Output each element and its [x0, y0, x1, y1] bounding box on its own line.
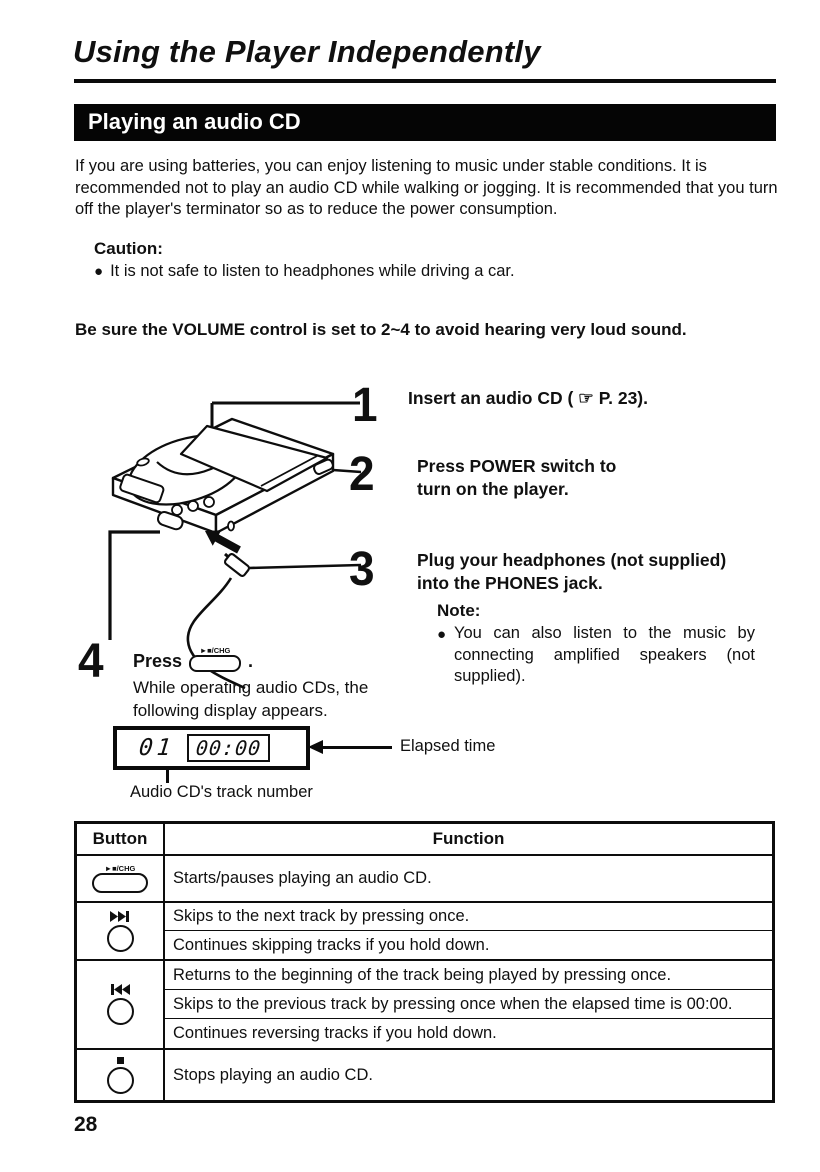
- press-label: Press: [133, 651, 183, 671]
- note-text: You can also listen to the music by connecting amplified speakers (not supplied).: [454, 624, 755, 685]
- press-period: .: [248, 651, 254, 671]
- skip-back-icon: [110, 984, 130, 995]
- function-cell: Skips to the previous track by pressing once when the elapsed time is 00:00.: [165, 990, 772, 1019]
- elapsed-time-value: 00:00: [194, 736, 263, 760]
- step-3-number: 3: [349, 540, 375, 596]
- section-banner: Playing an audio CD: [74, 104, 776, 141]
- caution-heading: Caution:: [94, 239, 163, 258]
- step-2-text: Press POWER switch to turn on the player.: [417, 456, 617, 499]
- next-track-button-icon: [107, 911, 134, 952]
- intro-paragraph: If you are using batteries, you can enjoy listening to music under stable conditions. It is recommended not to play an audio CD while walking or jogging. It is recommended that you turn off the player's terminator so as to reduce the power consumption.: [75, 157, 778, 218]
- skip-forward-icon: [110, 911, 130, 922]
- stop-square-icon: [117, 1057, 124, 1064]
- step-1-text: Insert an audio CD ( ☞ P. 23).: [408, 388, 649, 408]
- note-heading: Note:: [437, 601, 481, 620]
- lcd-display-diagram: [113, 726, 310, 770]
- caution-text: It is not safe to listen to headphones while driving a car.: [110, 262, 515, 280]
- table-row-next-track: [77, 903, 772, 961]
- table-row-play-pause: [77, 856, 772, 903]
- track-number-value: 01: [137, 735, 177, 761]
- table-header-function: Function: [432, 829, 505, 848]
- play-pause-button-label: ►■/CHG: [199, 646, 231, 655]
- track-number-label: Audio CD's track number: [130, 783, 313, 801]
- table-header-button: Button: [77, 824, 165, 854]
- table-row-stop: [77, 1050, 772, 1100]
- insert-arrow-icon: [205, 530, 241, 553]
- note-bullet-item: [437, 623, 755, 688]
- function-cell: Starts/pauses playing an audio CD.: [173, 869, 432, 887]
- function-cell: Returns to the beginning of the track being played by pressing once.: [165, 961, 772, 990]
- track-pointer-line: [166, 770, 169, 783]
- function-table: [74, 821, 775, 1103]
- elapsed-arrow-icon: [308, 740, 323, 754]
- table-header-row: [77, 824, 772, 856]
- bullet-icon: ●: [94, 263, 104, 280]
- play-pause-button-icon: ►■/CHG: [92, 864, 148, 893]
- stop-button-icon: [107, 1057, 134, 1094]
- volume-notice: Be sure the VOLUME control is set to 2~4 to avoid hearing very loud sound.: [75, 320, 687, 339]
- bullet-icon: ●: [437, 626, 447, 643]
- play-pause-button-icon: [189, 646, 241, 672]
- previous-track-button-icon: [107, 984, 134, 1025]
- step-4-press-line: [133, 646, 253, 672]
- page-number: 28: [74, 1113, 98, 1136]
- page-title: Using the Player Independently: [73, 34, 541, 69]
- phones-jack: [228, 522, 234, 531]
- function-cell: Continues skipping tracks if you hold down.: [173, 935, 490, 954]
- step-4-number: 4: [78, 632, 104, 688]
- step-3-text: Plug your headphones (not supplied) into the PHONES jack.: [417, 550, 727, 593]
- step4-connector-line: [110, 532, 160, 640]
- step3-connector-line: [249, 565, 361, 568]
- step-1-number: 1: [352, 376, 378, 432]
- caution-bullet-item: [94, 262, 515, 281]
- table-row-previous-track: [77, 961, 772, 1050]
- function-cell: Continues reversing tracks if you hold down.: [173, 1024, 497, 1042]
- elapsed-time-box: [187, 734, 270, 762]
- title-rule: [74, 79, 776, 83]
- step-4-subtext: While operating audio CDs, the following display appears.: [133, 678, 369, 720]
- elapsed-time-label: Elapsed time: [400, 737, 496, 755]
- function-cell: Stops playing an audio CD.: [173, 1065, 373, 1084]
- elapsed-arrow-line: [322, 746, 392, 749]
- function-cell: Skips to the next track by pressing once.: [165, 903, 772, 931]
- step-2-number: 2: [349, 445, 375, 501]
